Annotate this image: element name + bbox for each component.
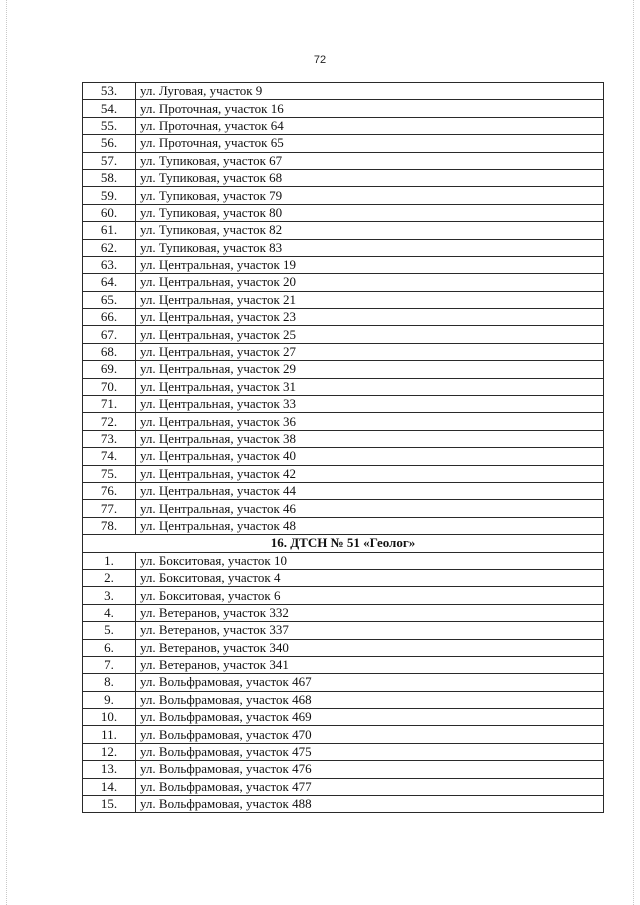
table-row	[83, 204, 604, 221]
table-row	[83, 500, 604, 517]
table-row	[83, 361, 604, 378]
table-row	[83, 552, 604, 569]
row-number: 13.	[83, 761, 136, 778]
table-row	[83, 587, 604, 604]
row-address: ул. Проточная, участок 64	[136, 117, 604, 134]
row-address: ул. Бокситовая, участок 6	[136, 587, 604, 604]
row-number: 74.	[83, 448, 136, 465]
row-number: 3.	[83, 587, 136, 604]
table-row	[83, 465, 604, 482]
row-number: 53.	[83, 83, 136, 100]
page-number: 72	[313, 54, 327, 66]
table-row	[83, 117, 604, 134]
row-address: ул. Центральная, участок 19	[136, 256, 604, 273]
row-address: ул. Вольфрамовая, участок 475	[136, 743, 604, 760]
table-row	[83, 604, 604, 621]
row-address: ул. Ветеранов, участок 341	[136, 656, 604, 673]
row-number: 11.	[83, 726, 136, 743]
table-row	[83, 413, 604, 430]
row-number: 58.	[83, 169, 136, 186]
row-address: ул. Тупиковая, участок 80	[136, 204, 604, 221]
row-address: ул. Центральная, участок 46	[136, 500, 604, 517]
row-address: ул. Тупиковая, участок 82	[136, 222, 604, 239]
table-row	[83, 743, 604, 760]
table-row	[83, 796, 604, 813]
row-address: ул. Ветеранов, участок 337	[136, 622, 604, 639]
row-number: 14.	[83, 778, 136, 795]
row-address: ул. Вольфрамовая, участок 470	[136, 726, 604, 743]
row-number: 7.	[83, 656, 136, 673]
table-row	[83, 187, 604, 204]
row-number: 5.	[83, 622, 136, 639]
section-title: 16. ДТСН № 51 «Геолог»	[83, 535, 604, 552]
row-address: ул. Центральная, участок 20	[136, 274, 604, 291]
row-number: 8.	[83, 674, 136, 691]
scan-edge-left	[6, 0, 7, 905]
table-row	[83, 430, 604, 447]
row-number: 59.	[83, 187, 136, 204]
table-row	[83, 622, 604, 639]
table-row	[83, 274, 604, 291]
table-row	[83, 169, 604, 186]
row-address: ул. Центральная, участок 27	[136, 343, 604, 360]
table-row	[83, 569, 604, 586]
row-address: ул. Центральная, участок 42	[136, 465, 604, 482]
row-number: 56.	[83, 135, 136, 152]
row-address: ул. Тупиковая, участок 68	[136, 169, 604, 186]
row-number: 77.	[83, 500, 136, 517]
table-row	[83, 291, 604, 308]
row-number: 72.	[83, 413, 136, 430]
table-row	[83, 396, 604, 413]
row-address: ул. Тупиковая, участок 67	[136, 152, 604, 169]
row-address: ул. Центральная, участок 40	[136, 448, 604, 465]
row-address: ул. Центральная, участок 25	[136, 326, 604, 343]
row-number: 60.	[83, 204, 136, 221]
row-number: 76.	[83, 482, 136, 499]
row-number: 1.	[83, 552, 136, 569]
row-address: ул. Тупиковая, участок 83	[136, 239, 604, 256]
table-row	[83, 239, 604, 256]
table-row	[83, 639, 604, 656]
row-address: ул. Проточная, участок 16	[136, 100, 604, 117]
row-number: 67.	[83, 326, 136, 343]
row-number: 10.	[83, 709, 136, 726]
table-row	[83, 135, 604, 152]
row-number: 63.	[83, 256, 136, 273]
table-body	[83, 83, 604, 813]
row-address: ул. Вольфрамовая, участок 476	[136, 761, 604, 778]
row-number: 61.	[83, 222, 136, 239]
table-row	[83, 726, 604, 743]
table-row	[83, 448, 604, 465]
row-number: 12.	[83, 743, 136, 760]
table-row	[83, 656, 604, 673]
row-number: 15.	[83, 796, 136, 813]
table-row	[83, 326, 604, 343]
table-row	[83, 761, 604, 778]
row-number: 68.	[83, 343, 136, 360]
table-row	[83, 674, 604, 691]
row-address: ул. Бокситовая, участок 4	[136, 569, 604, 586]
table-row	[83, 709, 604, 726]
table-row	[83, 343, 604, 360]
row-number: 9.	[83, 691, 136, 708]
row-number: 6.	[83, 639, 136, 656]
table-row	[83, 482, 604, 499]
row-address: ул. Вольфрамовая, участок 468	[136, 691, 604, 708]
row-address: ул. Вольфрамовая, участок 467	[136, 674, 604, 691]
row-number: 62.	[83, 239, 136, 256]
row-address: ул. Центральная, участок 48	[136, 517, 604, 534]
plot-registry-table	[82, 82, 604, 813]
row-address: ул. Бокситовая, участок 10	[136, 552, 604, 569]
row-number: 55.	[83, 117, 136, 134]
table-row	[83, 100, 604, 117]
row-number: 65.	[83, 291, 136, 308]
row-address: ул. Центральная, участок 38	[136, 430, 604, 447]
table-row	[83, 378, 604, 395]
row-address: ул. Центральная, участок 29	[136, 361, 604, 378]
table-row	[83, 309, 604, 326]
row-number: 4.	[83, 604, 136, 621]
table-row	[83, 691, 604, 708]
row-address: ул. Вольфрамовая, участок 477	[136, 778, 604, 795]
row-number: 75.	[83, 465, 136, 482]
table-row	[83, 83, 604, 100]
row-address: ул. Центральная, участок 23	[136, 309, 604, 326]
row-number: 70.	[83, 378, 136, 395]
row-number: 69.	[83, 361, 136, 378]
scan-edge-right	[633, 0, 634, 905]
row-address: ул. Центральная, участок 36	[136, 413, 604, 430]
row-number: 71.	[83, 396, 136, 413]
row-number: 57.	[83, 152, 136, 169]
row-address: ул. Тупиковая, участок 79	[136, 187, 604, 204]
row-number: 64.	[83, 274, 136, 291]
row-address: ул. Центральная, участок 31	[136, 378, 604, 395]
row-number: 66.	[83, 309, 136, 326]
table-row	[83, 778, 604, 795]
row-number: 54.	[83, 100, 136, 117]
row-address: ул. Ветеранов, участок 340	[136, 639, 604, 656]
row-address: ул. Центральная, участок 44	[136, 482, 604, 499]
table-row	[83, 517, 604, 534]
row-address: ул. Проточная, участок 65	[136, 135, 604, 152]
section-header-row	[83, 535, 604, 552]
row-address: ул. Центральная, участок 21	[136, 291, 604, 308]
table-row	[83, 256, 604, 273]
row-address: ул. Вольфрамовая, участок 469	[136, 709, 604, 726]
row-address: ул. Луговая, участок 9	[136, 83, 604, 100]
row-address: ул. Вольфрамовая, участок 488	[136, 796, 604, 813]
row-number: 73.	[83, 430, 136, 447]
table-row	[83, 152, 604, 169]
row-address: ул. Центральная, участок 33	[136, 396, 604, 413]
row-number: 78.	[83, 517, 136, 534]
row-number: 2.	[83, 569, 136, 586]
table-row	[83, 222, 604, 239]
row-address: ул. Ветеранов, участок 332	[136, 604, 604, 621]
